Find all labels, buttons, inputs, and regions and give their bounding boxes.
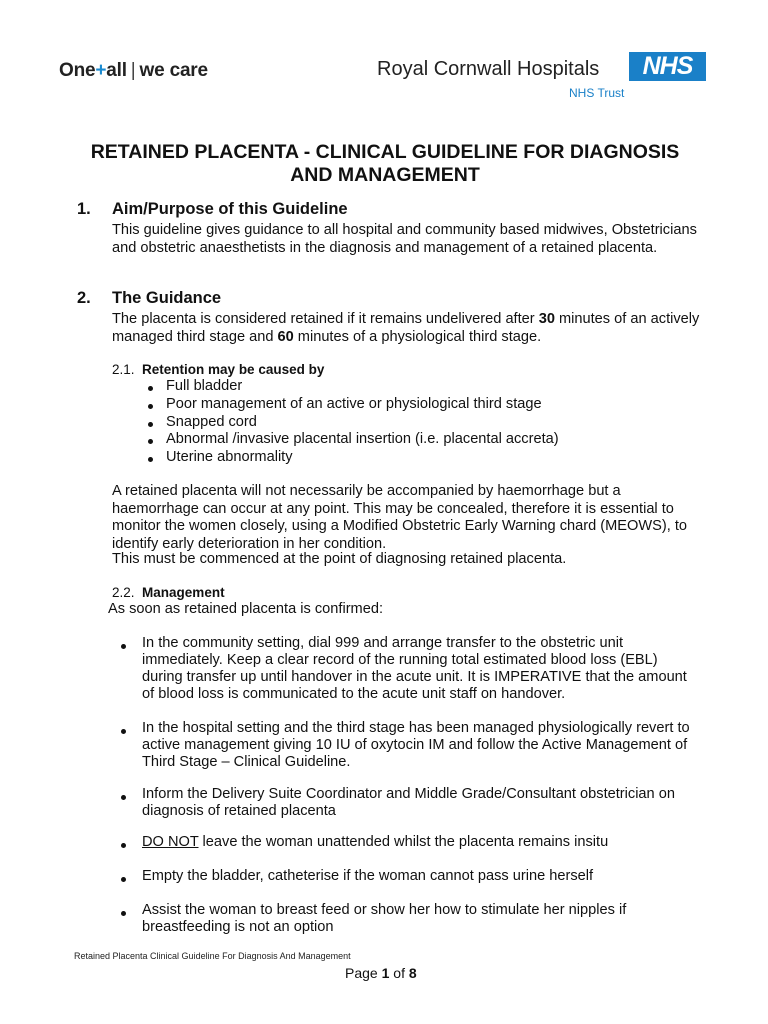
list-item: Abnormal /invasive placental insertion (i.e. placental accreta) <box>166 431 559 448</box>
section-1-body: This guideline gives guidance to all hospital and community based midwives, Obstetricians and obstetric anaesthetists in the diagnosis and management of a retained placenta. <box>112 222 697 256</box>
haemorrhage-paragraph: A retained placenta will not necessarily be accompanied by haemorrhage but a haemorrhage can occur at any point. This may be concealed, therefore it is essential to monitor the women closely, using a Modified Obstetric Early Warning chard (MEOWS), to identify early deterioration in her condition. <box>112 483 688 552</box>
list-item: In the community setting, dial 999 and arrange transfer to the obstetric unit immediately. Keep a clear record of the running total estimated blood loss (EBL) during transfer up until handover in the acute unit. It is IMPERATIVE that the amount of blood loss is communicated to the acute unit staff on handover. <box>142 635 702 703</box>
retention-causes-list <box>166 378 559 467</box>
list-item: DO NOT leave the woman unattended whilst the placenta remains insitu <box>142 834 702 851</box>
list-item: Full bladder <box>166 378 559 396</box>
management-list-6 <box>142 902 702 936</box>
page-number: Page 1 of 8 <box>345 965 417 981</box>
hospital-name: Royal Cornwall Hospitals <box>377 58 600 80</box>
list-item: Inform the Delivery Suite Coordinator and Middle Grade/Consultant obstetrician on diagnosis of retained placenta <box>142 786 702 820</box>
management-list-5 <box>142 868 702 885</box>
meows-paragraph: This must be commenced at the point of diagnosing retained placenta. <box>112 551 567 567</box>
list-item: Snapped cord <box>166 414 559 432</box>
subsection-2-2-heading: 2.2. Management <box>112 585 225 600</box>
footer-title: Retained Placenta Clinical Guideline For Diagnosis And Management <box>74 951 351 961</box>
management-list-3 <box>142 786 702 820</box>
section-2-body: The placenta is considered retained if it remains undelivered after 30 minutes of an actively managed third stage and 60 minutes of a physiological third stage. <box>112 311 700 345</box>
management-list <box>142 635 702 703</box>
nhs-logo: NHS <box>629 52 706 81</box>
document-title: RETAINED PLACENTA - CLINICAL GUIDELINE FOR DIAGNOSIS AND MANAGEMENT <box>90 141 680 186</box>
list-item: Poor management of an active or physiological third stage <box>166 396 559 414</box>
management-list-4 <box>142 834 702 851</box>
list-item: Uterine abnormality <box>166 449 559 467</box>
list-item: Assist the woman to breast feed or show her how to stimulate her nipples if breastfeeding is not an option <box>142 902 702 936</box>
list-item: Empty the bladder, catheterise if the woman cannot pass urine herself <box>142 868 702 885</box>
document-page: One+all | we care Royal Cornwall Hospitals NHS NHS Trust RETAINED PLACENTA - CLINICAL GUIDELINE FOR DIAGNOSIS AND MANAGEMENT 1. Aim/Purpose of this Guideline This guideline gives guidance to all hospital and community based midwives, Obstetricians and obstetric anaesthetists in the diagnosis and management of a retained placenta. 2. The Guidance The placenta is considered retained if it remains undelivered after 30 minutes of an actively managed third stage and 60 minutes of a physiological third stage. 2.1. Retention may be caused by Full bladder Poor management of an active or physiological third stage Snapped cord Abnormal /invasive placental insertion (i.e. placental accreta) Uterine abnormality A retained placenta will not necessarily be accompanied by haemorrhage but a haemorrhage can occur at any point. This may be concealed, therefore it is essential to monitor the women closely, using a Modified Obstetric Early Warning chard (MEOWS), to identify early deterioration in her condition. This must be commenced at the point of diagnosing retained placenta. 2.2. Management As soon as retained placenta is confirmed: In the community setting, dial 999 and arrange transfer to the obstetric unit immediately. Keep a clear record of the running total estimated blood loss (EBL) during transfer up until handover in the acute unit. It is IMPERATIVE that the amount of blood loss is communicated to the acute unit staff on handover. In the hospital setting and the third stage has been managed physiologically revert to active management giving 10 IU of oxytocin IM and follow the Active Management of Third Stage – Clinical Guideline. Inform the Delivery Suite Coordinator and Middle Grade/Consultant obstetrician on diagnosis of retained placenta DO NOT leave the woman unattended whilst the placenta remains insitu Empty the bladder, catheterise if the woman cannot pass urine herself Assist the woman to breast feed or show her how to stimulate her nipples if breastfeeding is not an option Retained Placenta Clinical Guideline For Diagnosis And Management Page 1 of 8 <box>0 0 768 1024</box>
management-intro: As soon as retained placenta is confirmed: <box>108 601 384 617</box>
trust-label: NHS Trust <box>569 86 625 100</box>
one-all-logo: One+all | we care <box>59 60 208 81</box>
list-item: In the hospital setting and the third stage has been managed physiologically revert to active management giving 10 IU of oxytocin IM and follow the Active Management of Third Stage – Clinical Guideline. <box>142 720 702 771</box>
management-list-2 <box>142 720 702 771</box>
subsection-2-1-heading: 2.1. Retention may be caused by <box>112 362 325 377</box>
